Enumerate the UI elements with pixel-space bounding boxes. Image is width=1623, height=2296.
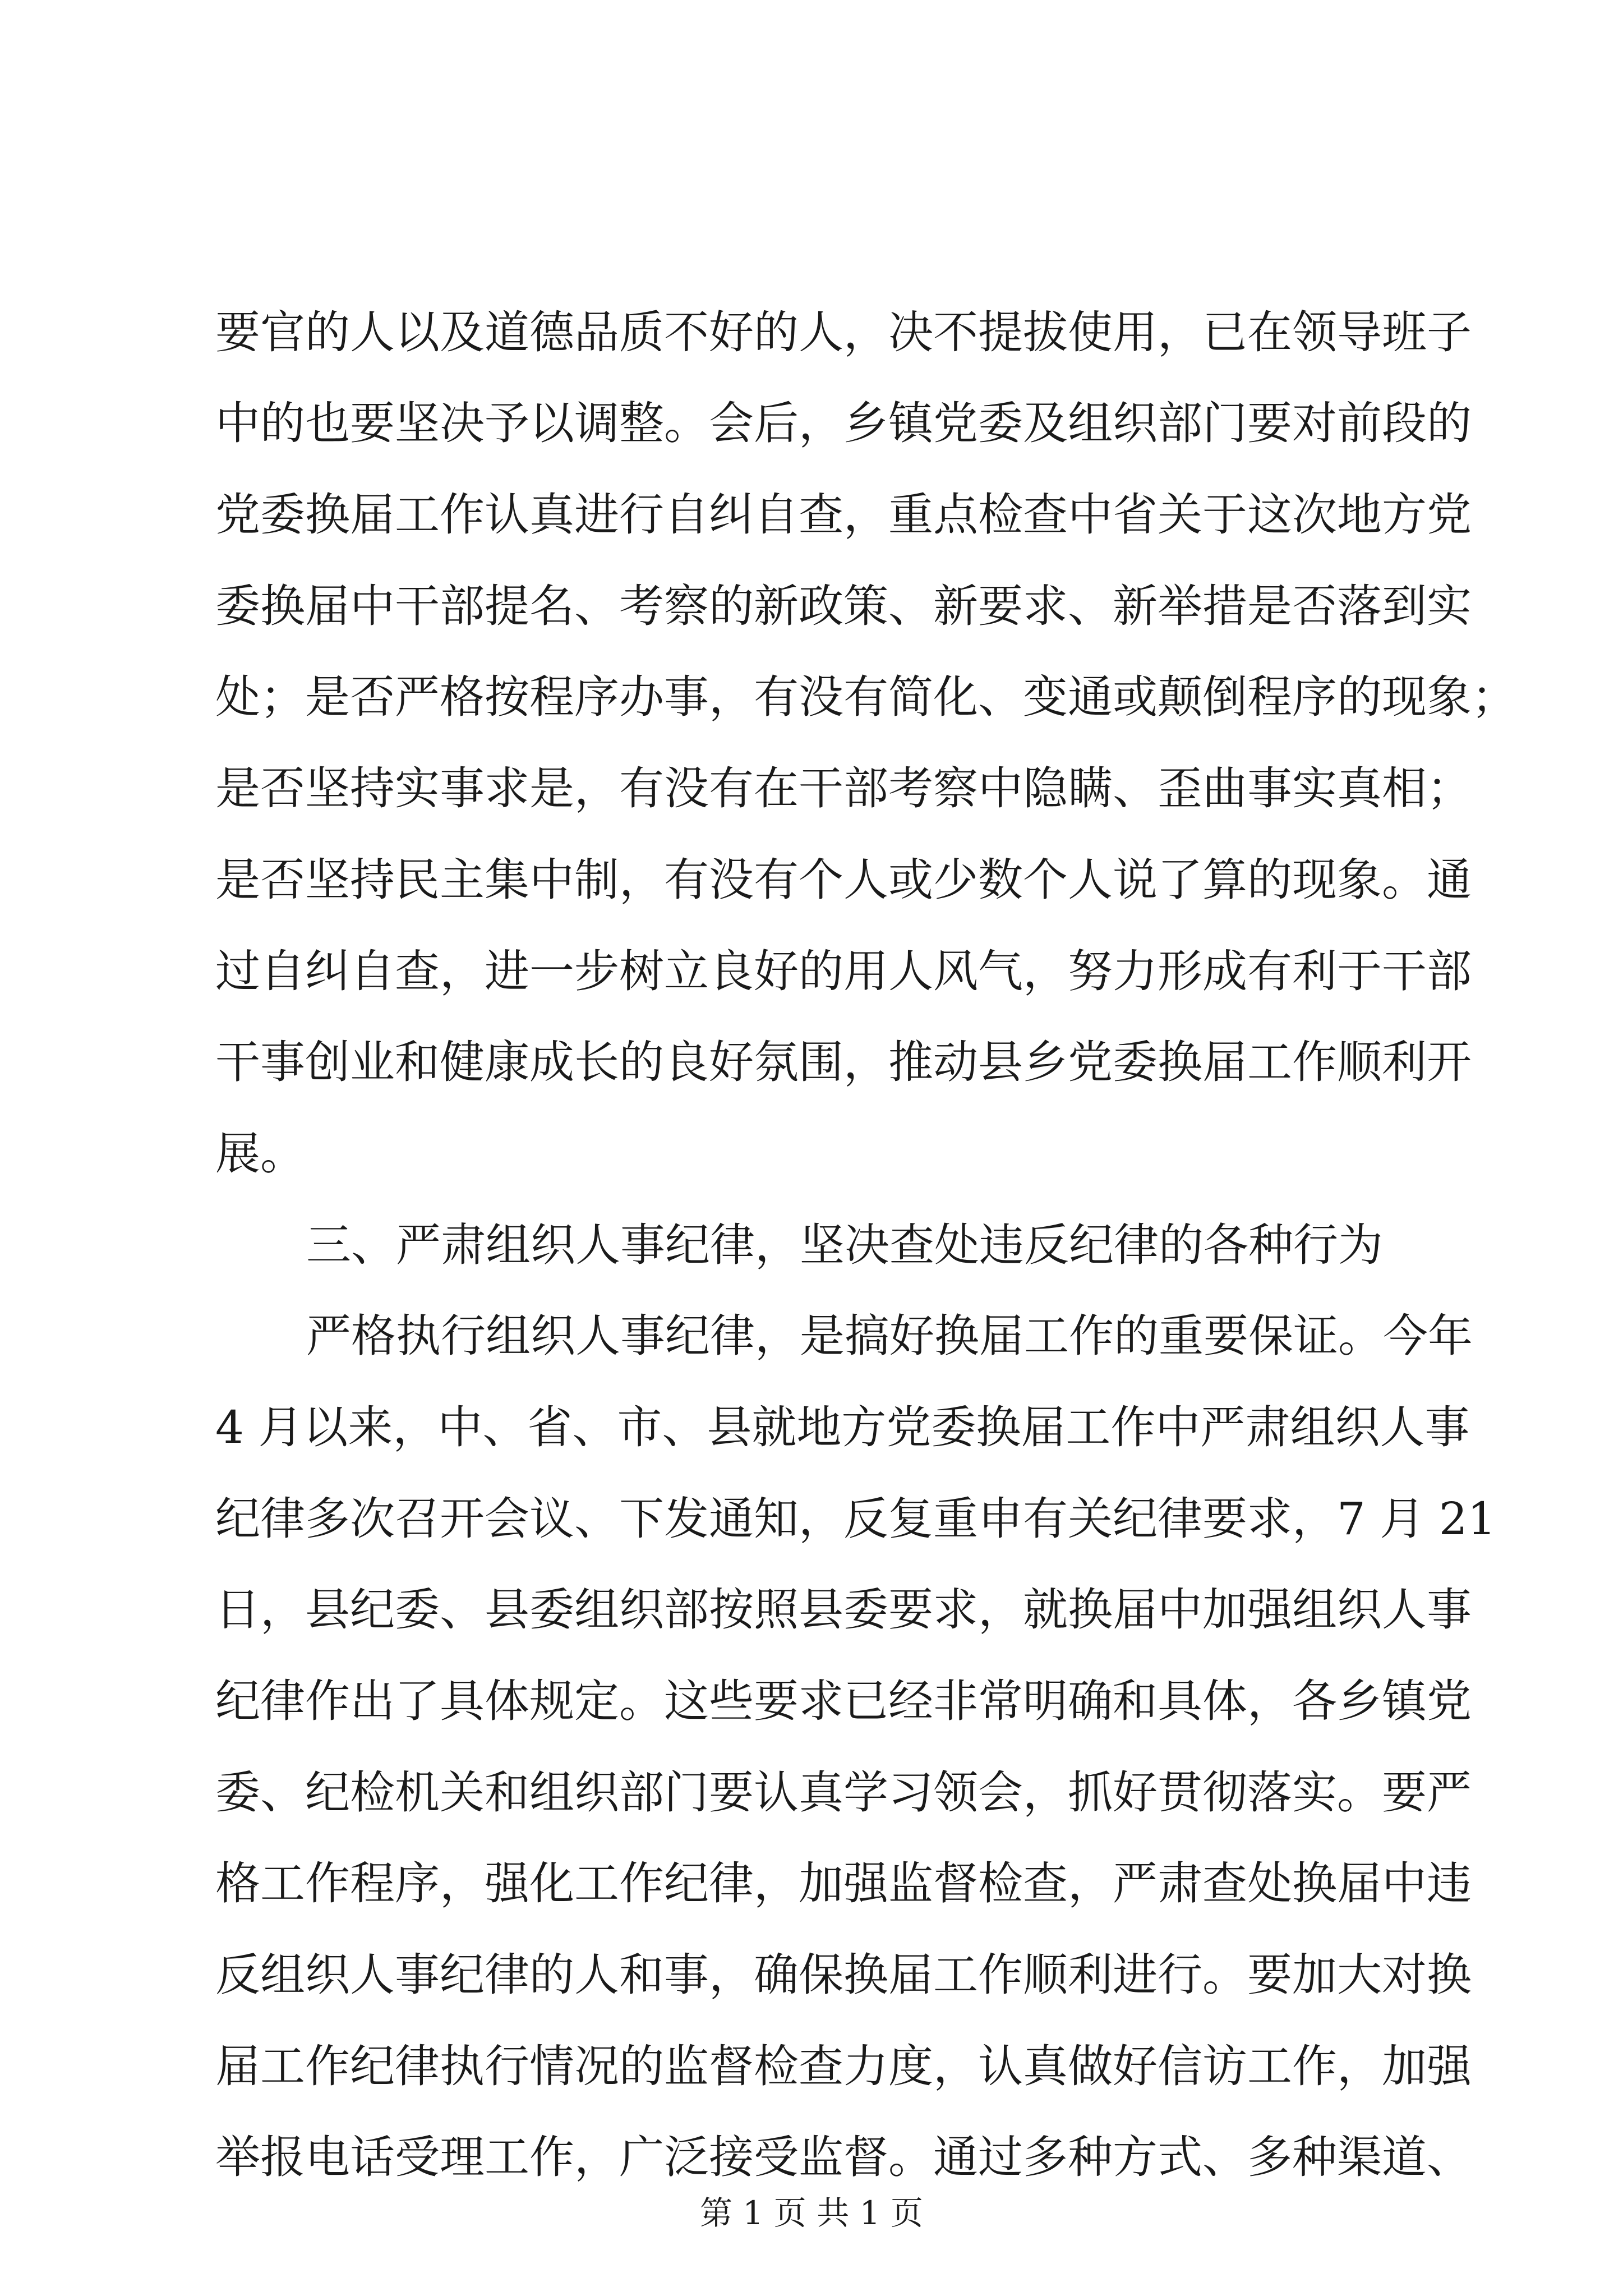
body-text-line: 日，县纪委、县委组织部按照县委要求，就换届中加强组织人事 [215, 1584, 1472, 1636]
body-text-line: 展。 [215, 1128, 305, 1180]
body-text-line: 是否坚持实事求是，有没有在干部考察中隐瞒、歪曲事实真相； [215, 762, 1472, 815]
body-text-line: 4 月以来，中、省、市、县就地方党委换届工作中严肃组织人事 [215, 1401, 1470, 1453]
section-heading: 三、严肃组织人事纪律，坚决查处违反纪律的各种行为 [306, 1219, 1383, 1271]
body-text-line: 党委换届工作认真进行自纠自查，重点检查中省关于这次地方党 [215, 489, 1472, 541]
body-text-line: 纪律多次召开会议、下发通知，反复重申有关纪律要求，7 月 21 [215, 1493, 1496, 1545]
body-text-line: 委、纪检机关和组织部门要认真学习领会，抓好贯彻落实。要严 [215, 1766, 1472, 1819]
body-text-line: 反组织人事纪律的人和事，确保换届工作顺利进行。要加大对换 [215, 1949, 1472, 2001]
body-text-line: 干事创业和健康成长的良好氛围，推动县乡党委换届工作顺利开 [215, 1036, 1472, 1088]
body-text-line: 纪律作出了具体规定。这些要求已经非常明确和具体，各乡镇党 [215, 1675, 1472, 1727]
body-text-line: 委换届中干部提名、考察的新政策、新要求、新举措是否落到实 [215, 580, 1472, 632]
body-text-line: 格工作程序，强化工作纪律，加强监督检查，严肃查处换届中违 [215, 1857, 1472, 1910]
body-text-line: 要官的人以及道德品质不好的人，决不提拔使用，已在领导班子 [215, 306, 1472, 358]
body-text-line: 届工作纪律执行情况的监督检查力度，认真做好信访工作，加强 [215, 2040, 1472, 2092]
body-text-line: 是否坚持民主集中制，有没有个人或少数个人说了算的现象。通 [215, 854, 1472, 906]
body-text-line: 过自纠自查，进一步树立良好的用人风气，努力形成有利于干部 [215, 945, 1472, 997]
body-text-line: 处；是否严格按程序办事，有没有简化、变通或颠倒程序的现象； [215, 671, 1516, 723]
body-text-line: 严格执行组织人事纪律，是搞好换届工作的重要保证。今年 [306, 1310, 1473, 1362]
body-text-line: 中的也要坚决予以调整。会后，乡镇党委及组织部门要对前段的 [215, 397, 1472, 449]
body-text-line: 举报电话受理工作，广泛接受监督。通过多种方式、多种渠道、 [215, 2131, 1472, 2183]
page-footer: 第 1 页 共 1 页 [700, 2194, 923, 2232]
